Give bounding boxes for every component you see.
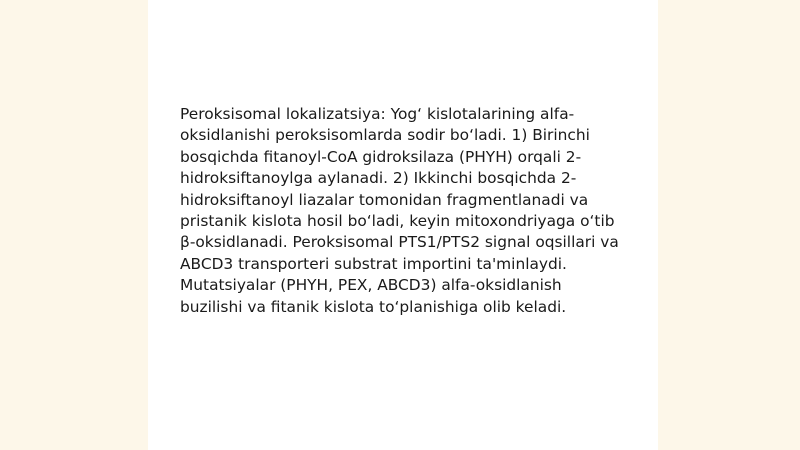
document-paragraph: Peroksisomal lokalizatsiya: Yog‘ kislotalarining alfa-oksidlanishi peroksisomlarda sodir bo‘ladi. 1) Birinchi bosqichda fitanoyl-CoA gidroksilaza (PHYH) orqali 2-hidroksiftanoylga aylanadi. 2) Ikkinchi bosqichda 2-hidroksiftanoyl liazalar tomonidan fragmentlanadi va pristanik kislota hosil bo‘ladi, keyin mitoxondriyaga o‘tib β-oksidlanadi. Peroksisomal PTS1/PTS2 signal oqsillari va ABCD3 transporteri substrat importini ta'minlaydi. Mutatsiyalar (PHYH, PEX, ABCD3) alfa-oksidlanish buzilishi va fitanik kislota to‘planishiga olib keladi. [180,105,619,316]
document-page [148,0,658,450]
